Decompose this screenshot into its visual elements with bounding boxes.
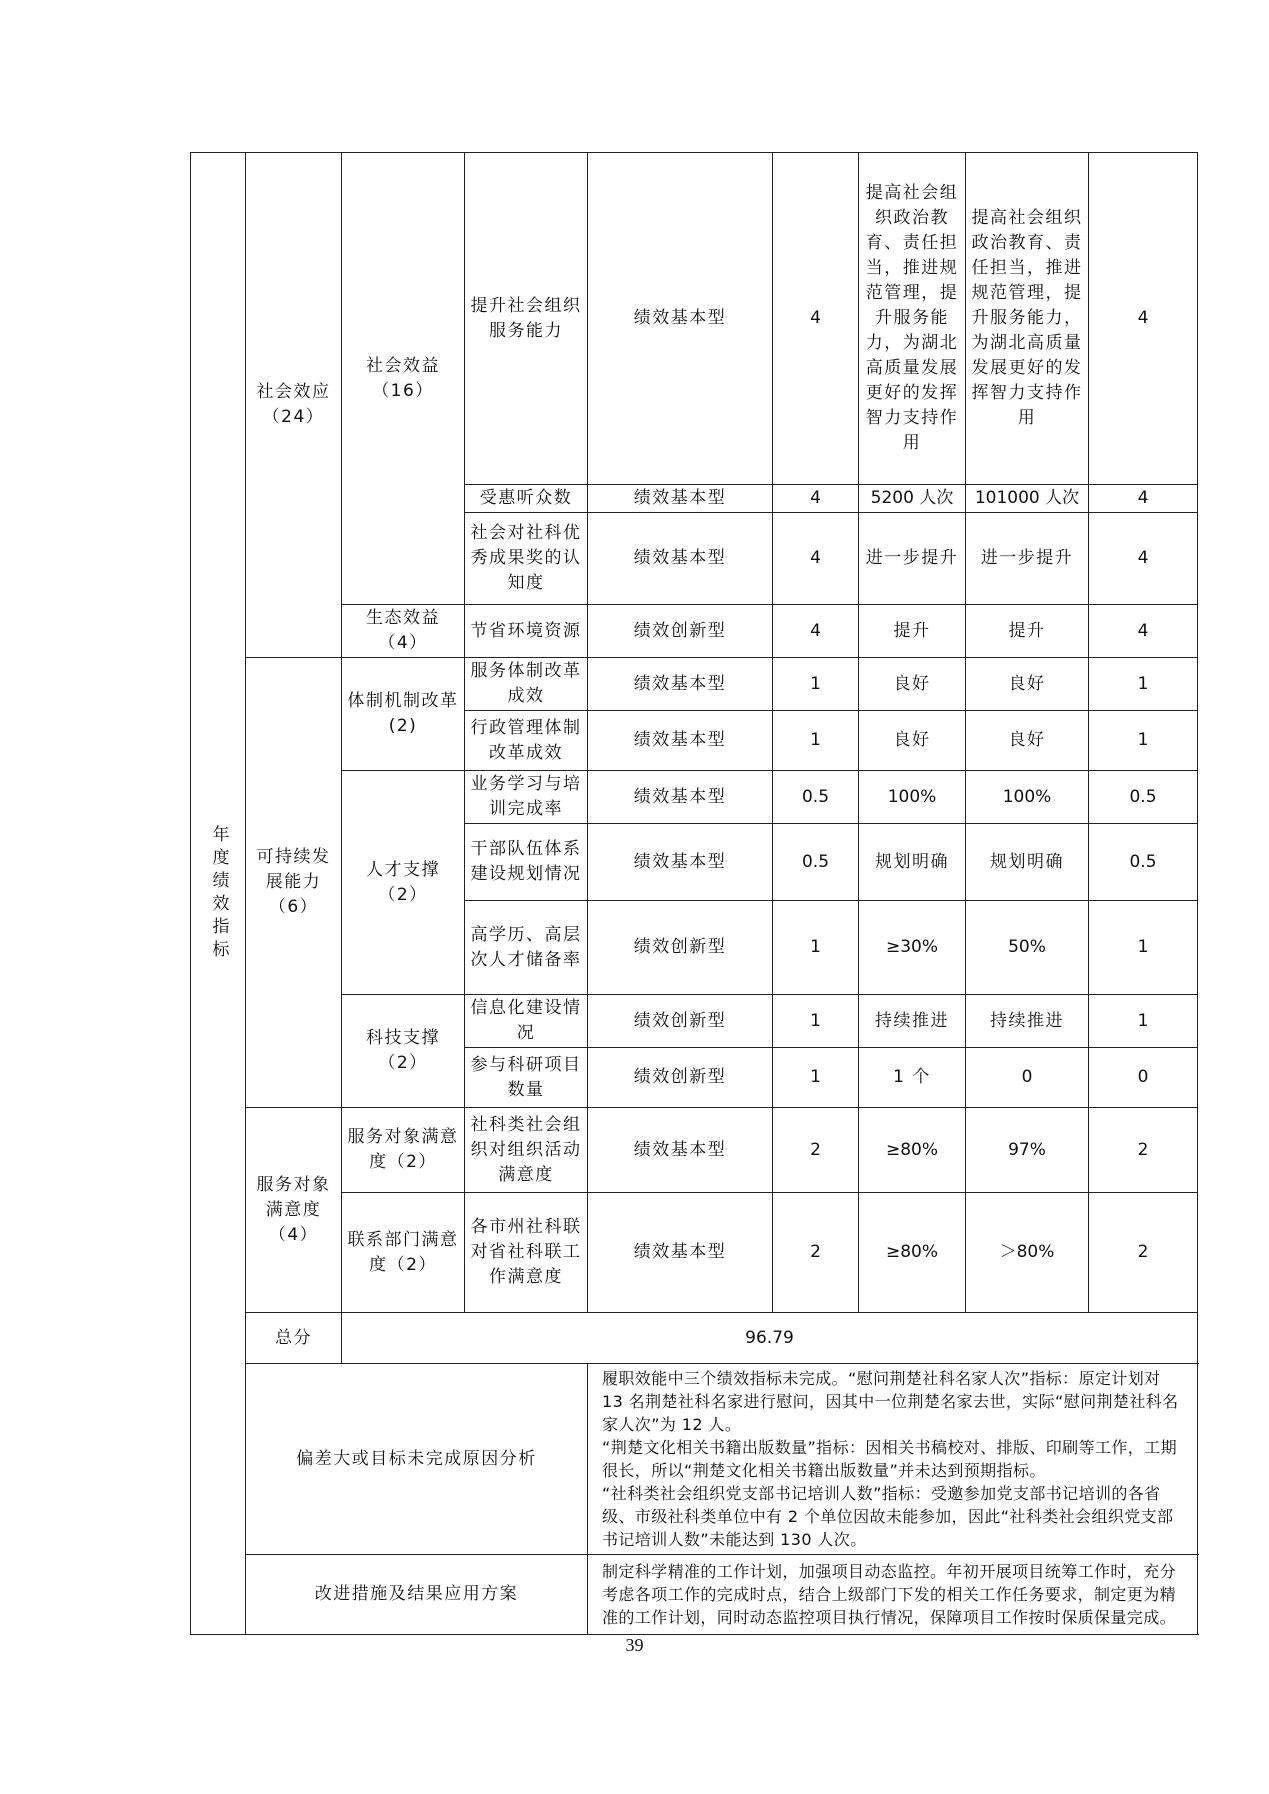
type-cell: 绩效基本型 xyxy=(588,1193,773,1313)
actual-cell: 良好 xyxy=(966,711,1089,771)
target-cell: 规划明确 xyxy=(859,824,966,901)
type-cell: 绩效创新型 xyxy=(588,901,773,995)
level2-dept-sat-cell: 联系部门满意度（2） xyxy=(342,1193,465,1313)
indicator-cell: 信息化建设情况 xyxy=(465,995,588,1048)
type-cell: 绩效创新型 xyxy=(588,605,773,658)
target-cell: 持续推进 xyxy=(859,995,966,1048)
target-cell: 5200 人次 xyxy=(859,485,966,513)
level2-talent-cell: 人才支撑（2） xyxy=(342,771,465,995)
indicator-cell: 提升社会组织服务能力 xyxy=(465,153,588,485)
deviation-line: 履职效能中三个绩效指标未完成。“慰问荆楚社科名家人次”指标：原定计划对 13 名荆楚社科名家进行慰问，因其中一位荆楚名家去世，实际“慰问荆楚社科名家人次”为 12 人。 xyxy=(602,1369,1179,1434)
table-row xyxy=(191,658,1198,711)
target-cell: ≥80% xyxy=(859,1108,966,1193)
indicator-cell: 节省环境资源 xyxy=(465,605,588,658)
score-cell: 1 xyxy=(1089,658,1198,711)
actual-cell: 100% xyxy=(966,771,1089,824)
weight-cell: 1 xyxy=(773,995,859,1048)
level1-sustain-cell: 可持续发展能力（6） xyxy=(246,658,342,1108)
table-row xyxy=(191,1193,1198,1313)
type-cell: 绩效基本型 xyxy=(588,485,773,513)
weight-cell: 4 xyxy=(773,153,859,485)
weight-cell: 2 xyxy=(773,1193,859,1313)
type-cell: 绩效创新型 xyxy=(588,995,773,1048)
table-row xyxy=(191,605,1198,658)
actual-cell: 持续推进 xyxy=(966,995,1089,1048)
actual-cell: 0 xyxy=(966,1048,1089,1108)
actual-cell: 规划明确 xyxy=(966,824,1089,901)
score-cell: 0.5 xyxy=(1089,771,1198,824)
target-cell: 1 个 xyxy=(859,1048,966,1108)
table-row xyxy=(191,995,1198,1048)
deviation-text xyxy=(588,1364,1198,1555)
page-number: 39 xyxy=(625,1635,644,1655)
actual-cell: 101000 人次 xyxy=(966,485,1089,513)
deviation-line: “荆楚文化相关书籍出版数量”指标：因相关书稿校对、排版、印刷等工作，工期很长，所以“荆楚文化相关书籍出版数量”并未达到预期指标。 xyxy=(602,1438,1177,1480)
score-cell: 4 xyxy=(1089,605,1198,658)
score-cell: 4 xyxy=(1089,153,1198,485)
score-cell: 0.5 xyxy=(1089,824,1198,901)
score-cell: 2 xyxy=(1089,1193,1198,1313)
level2-service-sat-cell: 服务对象满意度（2） xyxy=(342,1108,465,1193)
target-cell: 进一步提升 xyxy=(859,513,966,605)
deviation-label: 偏差大或目标未完成原因分析 xyxy=(246,1364,588,1555)
actual-cell: ＞80% xyxy=(966,1193,1089,1313)
table-row xyxy=(191,1108,1198,1193)
score-cell: 4 xyxy=(1089,513,1198,605)
weight-cell: 1 xyxy=(773,711,859,771)
actual-cell: 提升 xyxy=(966,605,1089,658)
level2-eco-benefit-cell: 生态效益（4） xyxy=(342,605,465,658)
level2-tech-cell: 科技支撑（2） xyxy=(342,995,465,1108)
level1-social-cell: 社会效应（24） xyxy=(246,153,342,658)
indicator-cell: 干部队伍体系建设规划情况 xyxy=(465,824,588,901)
actual-cell: 50% xyxy=(966,901,1089,995)
target-cell: ≥80% xyxy=(859,1193,966,1313)
type-cell: 绩效创新型 xyxy=(588,1048,773,1108)
indicator-cell: 服务体制改革成效 xyxy=(465,658,588,711)
weight-cell: 4 xyxy=(773,513,859,605)
table-row xyxy=(191,771,1198,824)
score-cell: 1 xyxy=(1089,901,1198,995)
actual-cell: 提高社会组织政治教育、责任担当，推进规范管理，提升服务能力，为湖北高质量发展更好的发挥智力支持作用 xyxy=(966,153,1089,485)
deviation-line: “社科类社会组织党支部书记培训人数”指标：受邀参加党支部书记培训的各省级、市级社科类单位中有 2 个单位因故未能参加，因此“社科类社会组织党支部书记培训人数”未能达到 130 人次。 xyxy=(602,1484,1174,1549)
deviation-row xyxy=(191,1364,1198,1555)
indicator-cell: 受惠听众数 xyxy=(465,485,588,513)
level1-satisfaction-cell: 服务对象 满意度（4） xyxy=(246,1108,342,1313)
type-cell: 绩效基本型 xyxy=(588,824,773,901)
score-cell: 0 xyxy=(1089,1048,1198,1108)
indicator-cell: 参与科研项目数量 xyxy=(465,1048,588,1108)
weight-cell: 2 xyxy=(773,1108,859,1193)
category-cell: 年度绩效指标 xyxy=(191,153,246,1635)
indicator-cell: 社科类社会组织对组织活动满意度 xyxy=(465,1108,588,1193)
score-cell: 4 xyxy=(1089,485,1198,513)
weight-cell: 4 xyxy=(773,485,859,513)
indicator-cell: 社会对社科优秀成果奖的认知度 xyxy=(465,513,588,605)
type-cell: 绩效基本型 xyxy=(588,153,773,485)
performance-table xyxy=(190,152,1198,1635)
type-cell: 绩效基本型 xyxy=(588,771,773,824)
target-cell: ≥30% xyxy=(859,901,966,995)
target-cell: 100% xyxy=(859,771,966,824)
indicator-cell: 行政管理体制改革成效 xyxy=(465,711,588,771)
improvement-text: 制定科学精准的工作计划，加强项目动态监控。年初开展项目统筹工作时，充分考虑各项工作的完成时点，结合上级部门下发的相关工作任务要求，制定更为精准的工作计划，同时动态监控项目执行情况，保障项目工作按时保质保量完成。 xyxy=(588,1555,1198,1635)
level2-reform-cell: 体制机制改革(2) xyxy=(342,658,465,771)
score-cell: 1 xyxy=(1089,995,1198,1048)
improvement-row xyxy=(191,1555,1198,1635)
weight-cell: 0.5 xyxy=(773,771,859,824)
target-cell: 提高社会组织政治教育、责任担当，推进规范管理，提升服务能力，为湖北高质量发展更好的发挥智力支持作用 xyxy=(859,153,966,485)
weight-cell: 1 xyxy=(773,658,859,711)
weight-cell: 1 xyxy=(773,901,859,995)
indicator-cell: 高学历、高层次人才储备率 xyxy=(465,901,588,995)
actual-cell: 良好 xyxy=(966,658,1089,711)
weight-cell: 4 xyxy=(773,605,859,658)
type-cell: 绩效基本型 xyxy=(588,1108,773,1193)
indicator-cell: 各市州社科联对省社科联工作满意度 xyxy=(465,1193,588,1313)
target-cell: 良好 xyxy=(859,711,966,771)
type-cell: 绩效基本型 xyxy=(588,711,773,771)
level2-social-benefit-cell: 社会效益（16） xyxy=(342,153,465,605)
weight-cell: 0.5 xyxy=(773,824,859,901)
weight-cell: 1 xyxy=(773,1048,859,1108)
actual-cell: 97% xyxy=(966,1108,1089,1193)
target-cell: 提升 xyxy=(859,605,966,658)
type-cell: 绩效基本型 xyxy=(588,513,773,605)
actual-cell: 进一步提升 xyxy=(966,513,1089,605)
type-cell: 绩效基本型 xyxy=(588,658,773,711)
table-row xyxy=(191,153,1198,485)
improvement-label: 改进措施及结果应用方案 xyxy=(246,1555,588,1635)
total-row xyxy=(191,1313,1198,1364)
total-value: 96.79 xyxy=(342,1313,1198,1364)
score-cell: 1 xyxy=(1089,711,1198,771)
indicator-cell: 业务学习与培训完成率 xyxy=(465,771,588,824)
target-cell: 良好 xyxy=(859,658,966,711)
total-label: 总分 xyxy=(246,1313,342,1364)
score-cell: 2 xyxy=(1089,1108,1198,1193)
